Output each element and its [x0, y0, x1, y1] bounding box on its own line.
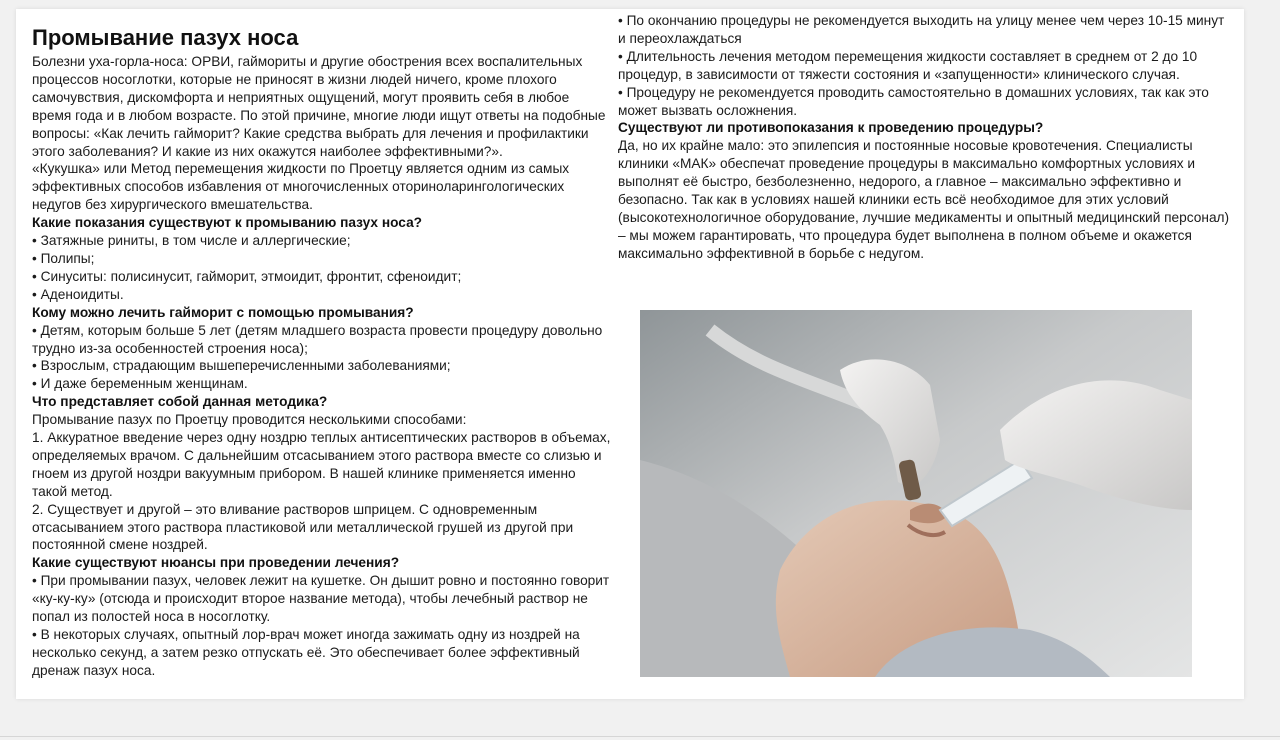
paragraph: Промывание пазух по Проетцу проводится несколькими способами: — [32, 412, 467, 428]
section-heading: Что представляет собой данная методика? — [32, 394, 328, 410]
section-heading: Кому можно лечить гайморит с помощью промывания? — [32, 304, 414, 320]
paragraph: «Кукушка» или Метод перемещения жидкости по Проетцу является одним из самых эффективных способов избавления от многочисленных оториноларингологических недугов без хирургического вмешательства. — [32, 161, 570, 213]
paragraph: • Длительность лечения методом перемещения жидкости составляет в среднем от 2 до 10 процедур, в зависимости от тяжести состояния и «запущенности» клинического случая. — [618, 48, 1198, 82]
paragraph: Да, но их крайне мало: это эпилепсия и постоянные носовые кровотечения. Специалисты клиники «МАК» обеспечат проведение процедуры в максимально комфортных условиях и выполнят её быстро, безболезненно, недорого, а главное – максимально эффективно и безопасно. Так как в условиях нашей клиники есть всё необходимое для этих условий (высокотехнологичное оборудование, лучшие медикаменты и опытный медицинский персонал) – мы можем гарантировать, что процедура будет выполнена в полном объеме и окажется максимально эффективной в борьбе с недугом. — [618, 138, 1230, 261]
right-column — [618, 12, 1233, 263]
bottom-divider — [0, 736, 1280, 737]
paragraph: 2. Существует и другой – это вливание растворов шприцем. С одновременным отсасыванием этого раствора пластиковой или металлической грушей из другой при постоянной смене ноздрей. — [32, 501, 574, 553]
paragraph: • По окончанию процедуры не рекомендуется выходить на улицу менее чем через 10-15 минут и переохлаждаться — [618, 13, 1225, 46]
paragraph: • Процедуру не рекомендуется проводить самостоятельно в домашних условиях, так как это может вызвать осложнения. — [618, 84, 1209, 118]
paragraph: • Синуситы: полисинусит, гайморит, этмоидит, фронтит, сфеноидит; — [32, 268, 462, 284]
procedure-photo-illustration — [640, 310, 1192, 677]
section-heading: Существуют ли противопоказания к проведению процедуры? — [618, 120, 1044, 136]
paragraph: • Затяжные риниты, в том числе и аллергические; — [32, 233, 351, 249]
paragraph: • И даже беременным женщинам. — [32, 376, 248, 392]
paragraph: • Полипы; — [32, 250, 95, 266]
paragraph: • В некоторых случаях, опытный лор-врач может иногда зажимать одну из ноздрей на несколько секунд, а затем резко отпускать её. Это обеспечивает более эффективный дренаж пазух носа. — [32, 627, 580, 678]
right-column-content — [618, 12, 1233, 263]
page-title: Промывание пазух носа — [32, 25, 299, 50]
left-column — [32, 24, 612, 680]
procedure-photo — [640, 310, 1192, 677]
section-heading: Какие существуют нюансы при проведении лечения? — [32, 555, 400, 571]
paragraph: • Детям, которым больше 5 лет (детям младшего возраста провести процедуру довольно трудно из-за особенностей строения носа); — [32, 322, 603, 356]
paragraph: 1. Аккуратное введение через одну ноздрю теплых антисептических растворов в объемах, определяемых врачом. С дальнейшим отсасыванием этого раствора вместе со слизью и гноем из другой ноздри вакуумным прибором. В нашей клинике применяется именно такой метод. — [32, 430, 611, 499]
paragraph: • Аденоидиты. — [32, 286, 124, 302]
paragraph: • Взрослым, страдающим вышеперечисленными заболеваниями; — [32, 358, 451, 374]
document-page — [16, 9, 1244, 699]
left-column-content — [32, 53, 612, 680]
section-heading: Какие показания существуют к промыванию пазух носа? — [32, 215, 423, 231]
paragraph: Болезни уха-горла-носа: ОРВИ, гаймориты и другие обострения всех воспалительных процессов носоглотки, которые не приносят в жизни людей ничего, кроме плохого самочувствия, дискомфорта и неприятных ощущений, могут проявить себя в любое время года и в любом возрасте. По этой причине, многие люди ищут ответы на подобные вопросы: «Как лечить гайморит? Какие средства выбрать для лечения и профилактики этого заболевания? И какие из них окажутся наиболее эффективными?». — [32, 54, 606, 159]
paragraph: • При промывании пазух, человек лежит на кушетке. Он дышит ровно и постоянно говорит «ку-ку-ку» (отсюда и происходит второе название метода), чтобы лечебный раствор не попал из полостей носа в носоглотку. — [32, 573, 610, 625]
